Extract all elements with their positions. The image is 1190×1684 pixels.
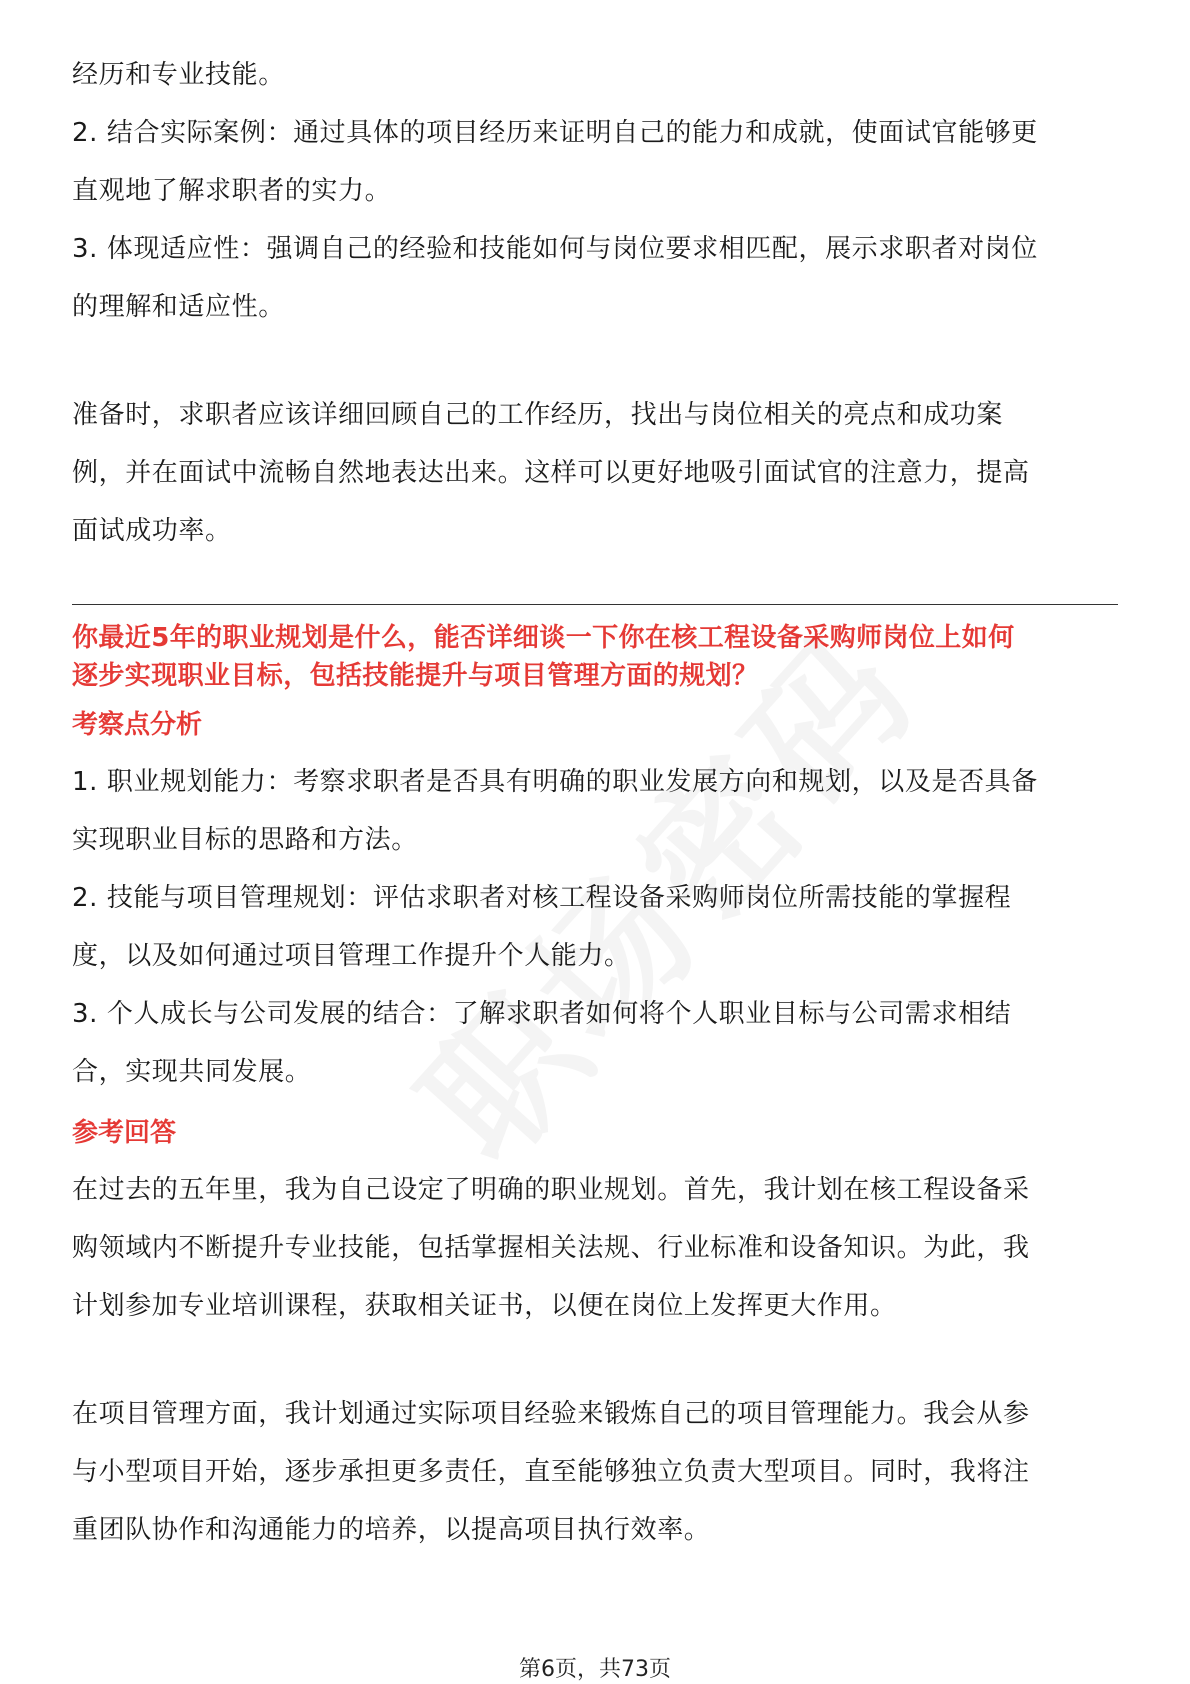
question-line: 你最近5年的职业规划是什么，能否详细谈一下你在核工程设备采购师岗位上如何: [72, 623, 1015, 653]
text-line: 合，实现共同发展。: [72, 1057, 312, 1087]
text-line: 与小型项目开始，逐步承担更多责任，直至能够独立负责大型项目。同时，我将注: [72, 1457, 1030, 1487]
text-line: 3. 个人成长与公司发展的结合：了解求职者如何将个人职业目标与公司需求相结: [72, 999, 1012, 1029]
answer-paragraph-2: [72, 1385, 1118, 1559]
text-line: 重团队协作和沟通能力的培养，以提高项目执行效率。: [72, 1515, 711, 1545]
text-line: 度，以及如何通过项目管理工作提升个人能力。: [72, 941, 631, 971]
text-line: 实现职业目标的思路和方法。: [72, 825, 418, 855]
section-divider: [72, 604, 1118, 605]
text-line: 计划参加专业培训课程，获取相关证书，以便在岗位上发挥更大作用。: [72, 1291, 897, 1321]
text-line: 的理解和适应性。: [72, 292, 285, 322]
question-title: [72, 619, 1118, 695]
analysis-heading: 考察点分析: [72, 710, 203, 740]
text-line: 1. 职业规划能力：考察求职者是否具有明确的职业发展方向和规划，以及是否具备: [72, 767, 1038, 797]
answer-heading: 参考回答: [72, 1118, 177, 1148]
intro-list: [72, 46, 1118, 336]
text-line: 在项目管理方面，我计划通过实际项目经验来锻炼自己的项目管理能力。我会从参: [72, 1399, 1030, 1429]
text-line: 购领域内不断提升专业技能，包括掌握相关法规、行业标准和设备知识。为此，我: [72, 1233, 1030, 1263]
text-line: 经历和专业技能。: [72, 60, 285, 90]
document-page: [72, 46, 1118, 1559]
answer-paragraph-1: [72, 1161, 1118, 1335]
analysis-list: [72, 753, 1118, 1101]
spacer: [72, 336, 1118, 386]
text-line: 面试成功率。: [72, 516, 232, 546]
text-line: 例，并在面试中流畅自然地表达出来。这样可以更好地吸引面试官的注意力，提高: [72, 458, 1030, 488]
question-line: 逐步实现职业目标，包括技能提升与项目管理方面的规划？: [72, 661, 759, 691]
text-line: 准备时，求职者应该详细回顾自己的工作经历，找出与岗位相关的亮点和成功案: [72, 400, 1004, 430]
page-number: 第6页，共73页: [519, 1657, 671, 1682]
text-line: 2. 技能与项目管理规划：评估求职者对核工程设备采购师岗位所需技能的掌握程: [72, 883, 1012, 913]
spacer: [72, 1335, 1118, 1385]
text-line: 直观地了解求职者的实力。: [72, 176, 392, 206]
text-line: 在过去的五年里，我为自己设定了明确的职业规划。首先，我计划在核工程设备采: [72, 1175, 1030, 1205]
text-line: 2. 结合实际案例：通过具体的项目经历来证明自己的能力和成就，使面试官能够更: [72, 118, 1038, 148]
intro-summary: [72, 386, 1118, 560]
text-line: 3. 体现适应性：强调自己的经验和技能如何与岗位要求相匹配，展示求职者对岗位: [72, 234, 1038, 264]
